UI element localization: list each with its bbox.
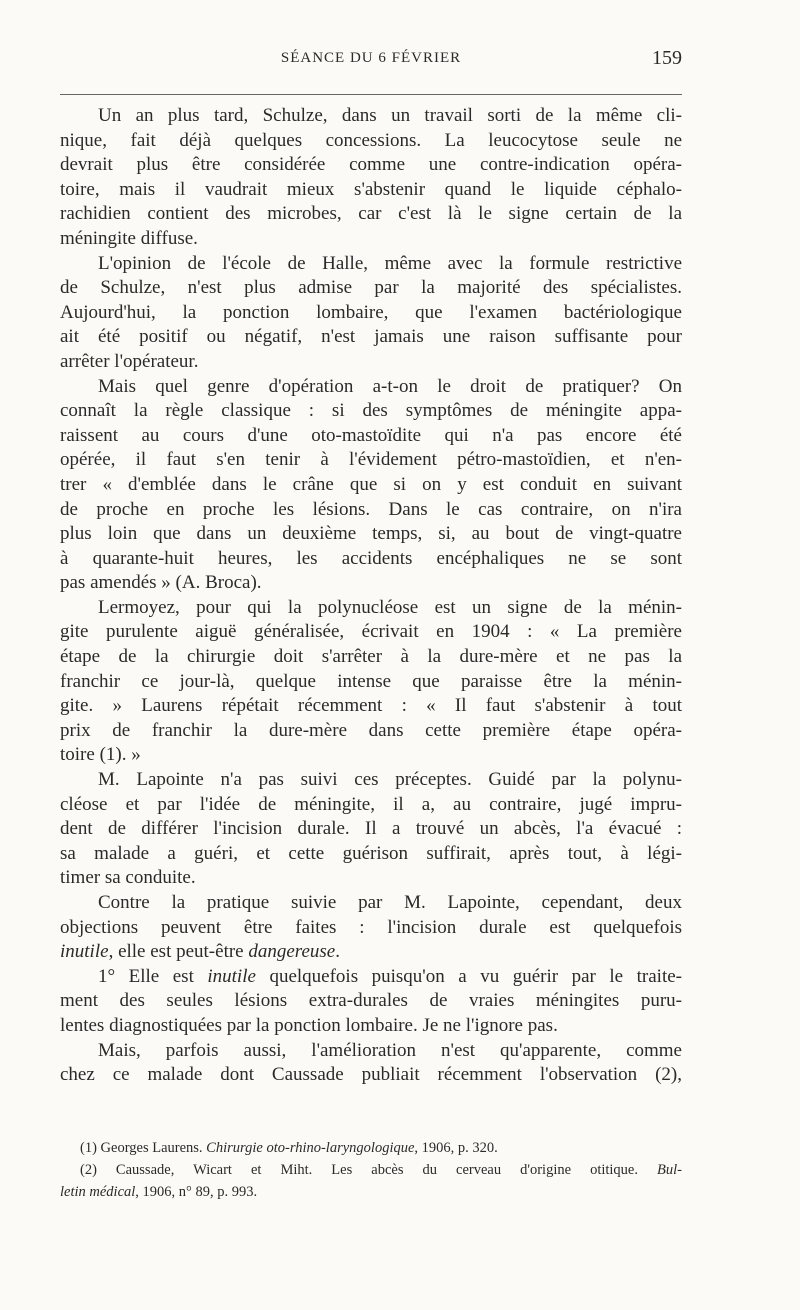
footnote-1 <box>60 1137 682 1159</box>
text-line: objections peuvent être faites : l'incision durale est quelquefois <box>60 916 682 938</box>
text-line: sa malade a guéri, et cette guérison suffirait, après tout, à légi- <box>60 842 682 864</box>
italic-word: inutile <box>60 941 109 963</box>
text-line: plus loin que dans un deuxième temps, si, au bout de vingt-quatre <box>60 523 682 545</box>
text-line: franchir ce jour-là, quelque intense que paraisse être la ménin- <box>60 670 682 692</box>
text-run: . <box>335 941 340 963</box>
text-run: (1) Georges Laurens. <box>80 1140 207 1156</box>
text-line: pas amendés » (A. Broca). <box>60 572 262 594</box>
text-line: de Schulze, n'est plus admise par la majorité des spécialistes. <box>60 277 682 299</box>
text-run: , elle est peut-être <box>108 941 249 963</box>
italic-title: letin médical <box>60 1184 136 1200</box>
text-line: Mais quel genre d'opération a-t-on le droit de pratiquer? On <box>98 375 682 397</box>
text-line: connaît la règle classique : si des symptômes de méningite appa- <box>60 400 682 422</box>
text-line: Lermoyez, pour qui la polynucléose est un signe de la ménin- <box>98 596 682 618</box>
text-line: raissent au cours d'une oto-mastoïdite qui n'a pas encore été <box>60 424 682 446</box>
text-line <box>60 940 682 965</box>
text-line: méningite diffuse. <box>60 227 198 249</box>
italic-title: Chirurgie oto-rhino-laryngologique <box>206 1140 415 1156</box>
header-rule <box>60 94 682 95</box>
text-line: arrêter l'opérateur. <box>60 350 199 372</box>
footnote-2-continuation <box>60 1181 682 1203</box>
italic-word: inutile <box>207 965 256 987</box>
text-run: quelquefois puisqu'on a vu guérir par le traite- <box>255 965 682 987</box>
running-title: SÉANCE DU 6 FÉVRIER <box>280 50 462 66</box>
text-line: rachidien contient des microbes, car c'est là le signe certain de la <box>60 203 682 225</box>
text-line: timer sa conduite. <box>60 867 196 889</box>
text-line: toire (1). » <box>60 744 141 766</box>
italic-title: Bul- <box>657 1162 682 1178</box>
text-line: Contre la pratique suivie par M. Lapointe, cependant, deux <box>98 892 682 913</box>
text-line: gite purulente aiguë généralisée, écrivait en 1904 : « La première <box>60 621 682 643</box>
text-line: dent de différer l'incision durale. Il a trouvé un abcès, l'a évacué : <box>60 818 682 840</box>
text-line <box>60 965 682 990</box>
text-line: gite. » Laurens répétait récemment : « Il faut s'abstenir à tout <box>60 695 682 717</box>
text-line: devrait plus être considérée comme une contre-indication opéra- <box>60 154 682 176</box>
text-line: L'opinion de l'école de Halle, même avec la formule restrictive <box>98 252 682 274</box>
page-number: 159 <box>652 47 682 69</box>
text-line: ment des seules lésions extra-durales de vraies méningites puru- <box>60 990 682 1012</box>
text-line: lentes diagnostiquées par la ponction lombaire. Je ne l'ignore pas. <box>60 1014 558 1036</box>
footnote-2 <box>60 1159 682 1181</box>
text-line: opérée, il faut s'en tenir à l'évidement pétro-mastoïdien, et n'en- <box>60 449 682 471</box>
text-line: Un an plus tard, Schulze, dans un travail sorti de la même cli- <box>98 105 682 126</box>
text-line: M. Lapointe n'a pas suivi ces préceptes. Guidé par la polynu- <box>98 769 682 791</box>
text-line: prix de franchir la dure-mère dans cette première étape opéra- <box>60 719 682 741</box>
text-line: nique, fait déjà quelques concessions. La leucocytose seule ne <box>60 129 682 151</box>
text-line: de proche en proche les lésions. Dans le cas contraire, on n'ira <box>60 498 682 520</box>
text-run: , 1906, p. 320. <box>414 1140 498 1156</box>
text-line: Mais, parfois aussi, l'amélioration n'est qu'apparente, comme <box>98 1039 682 1061</box>
text-line: trer « d'emblée dans le crâne que si on y est conduit en suivant <box>60 473 682 495</box>
text-line: étape de la chirurgie doit s'arrêter à la dure-mère et ne pas la <box>60 646 682 668</box>
footnotes <box>60 1137 682 1203</box>
italic-word: dangereuse <box>248 941 336 963</box>
text-line: cléose et par l'idée de méningite, il a, au contraire, jugé impru- <box>60 793 682 815</box>
body-text <box>60 104 682 1088</box>
text-line: à quarante-huit heures, les accidents encéphaliques ne se sont <box>60 547 682 569</box>
text-run: , 1906, n° 89, p. 993. <box>135 1184 258 1200</box>
text-line: ait été positif ou négatif, n'est jamais une raison suffisante pour <box>60 326 682 348</box>
text-run: 1° Elle est <box>98 965 208 987</box>
text-line: Aujourd'hui, la ponction lombaire, que l'examen bactériologique <box>60 301 682 323</box>
text-run: (2) Caussade, Wicart et Miht. Les abcès du cerveau d'origine otitique. <box>80 1162 658 1178</box>
text-line: chez ce malade dont Caussade publiait récemment l'observation (2), <box>60 1064 682 1086</box>
text-line: toire, mais il vaudrait mieux s'abstenir quand le liquide céphalo- <box>60 178 682 200</box>
page-header <box>60 47 682 72</box>
